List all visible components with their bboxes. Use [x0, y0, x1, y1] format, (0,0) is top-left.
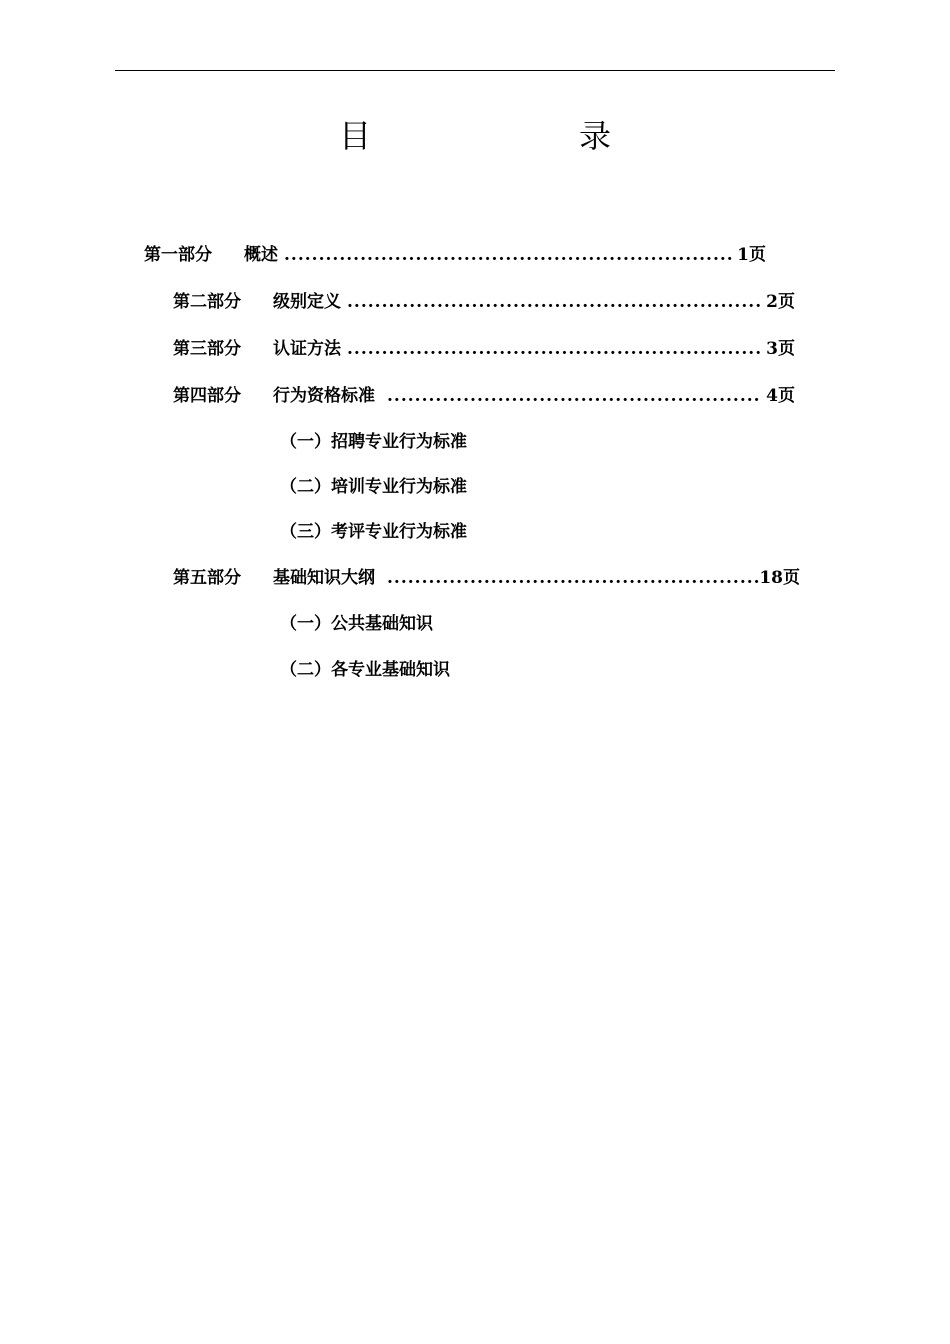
toc-section-name: 基础知识大纲 [273, 568, 375, 588]
toc-dot-leader [347, 290, 762, 314]
toc-part-label: 第四部分 [173, 386, 241, 406]
toc-entry-part-1 [144, 243, 766, 267]
toc-subentry: （一）招聘专业行为标准 [280, 432, 467, 452]
toc-section-name: 行为资格标准 [273, 386, 375, 406]
toc-entry-part-4 [173, 384, 795, 408]
header-rule [115, 70, 835, 71]
toc-dot-leader [284, 243, 733, 267]
toc-part-label: 第二部分 [173, 292, 241, 312]
toc-subentry: （二）培训专业行为标准 [280, 477, 467, 497]
toc-dot-leader [347, 337, 762, 361]
toc-subentry: （二）各专业基础知识 [280, 660, 450, 680]
toc-dot-leader [387, 566, 759, 590]
toc-section-name: 级别定义 [273, 292, 341, 312]
toc-entry-part-3 [173, 337, 795, 361]
toc-section-name: 认证方法 [273, 339, 341, 359]
toc-section-name: 概述 [244, 245, 278, 265]
toc-part-label: 第三部分 [173, 339, 241, 359]
toc-entry-part-5 [173, 566, 800, 590]
page-title: 目 录 [338, 117, 699, 155]
toc-page-number: 4页 [766, 386, 795, 406]
toc-page-number: 18页 [759, 568, 800, 588]
toc-subentry: （三）考评专业行为标准 [280, 522, 467, 542]
toc-subentry: （一）公共基础知识 [280, 614, 433, 634]
toc-page-number: 3页 [766, 339, 795, 359]
toc-entry-part-2 [173, 290, 795, 314]
toc-page-number: 1页 [737, 245, 766, 265]
toc-dot-leader [387, 384, 762, 408]
toc-part-label: 第一部分 [144, 245, 212, 265]
toc-part-label: 第五部分 [173, 568, 241, 588]
toc-page-number: 2页 [766, 292, 795, 312]
